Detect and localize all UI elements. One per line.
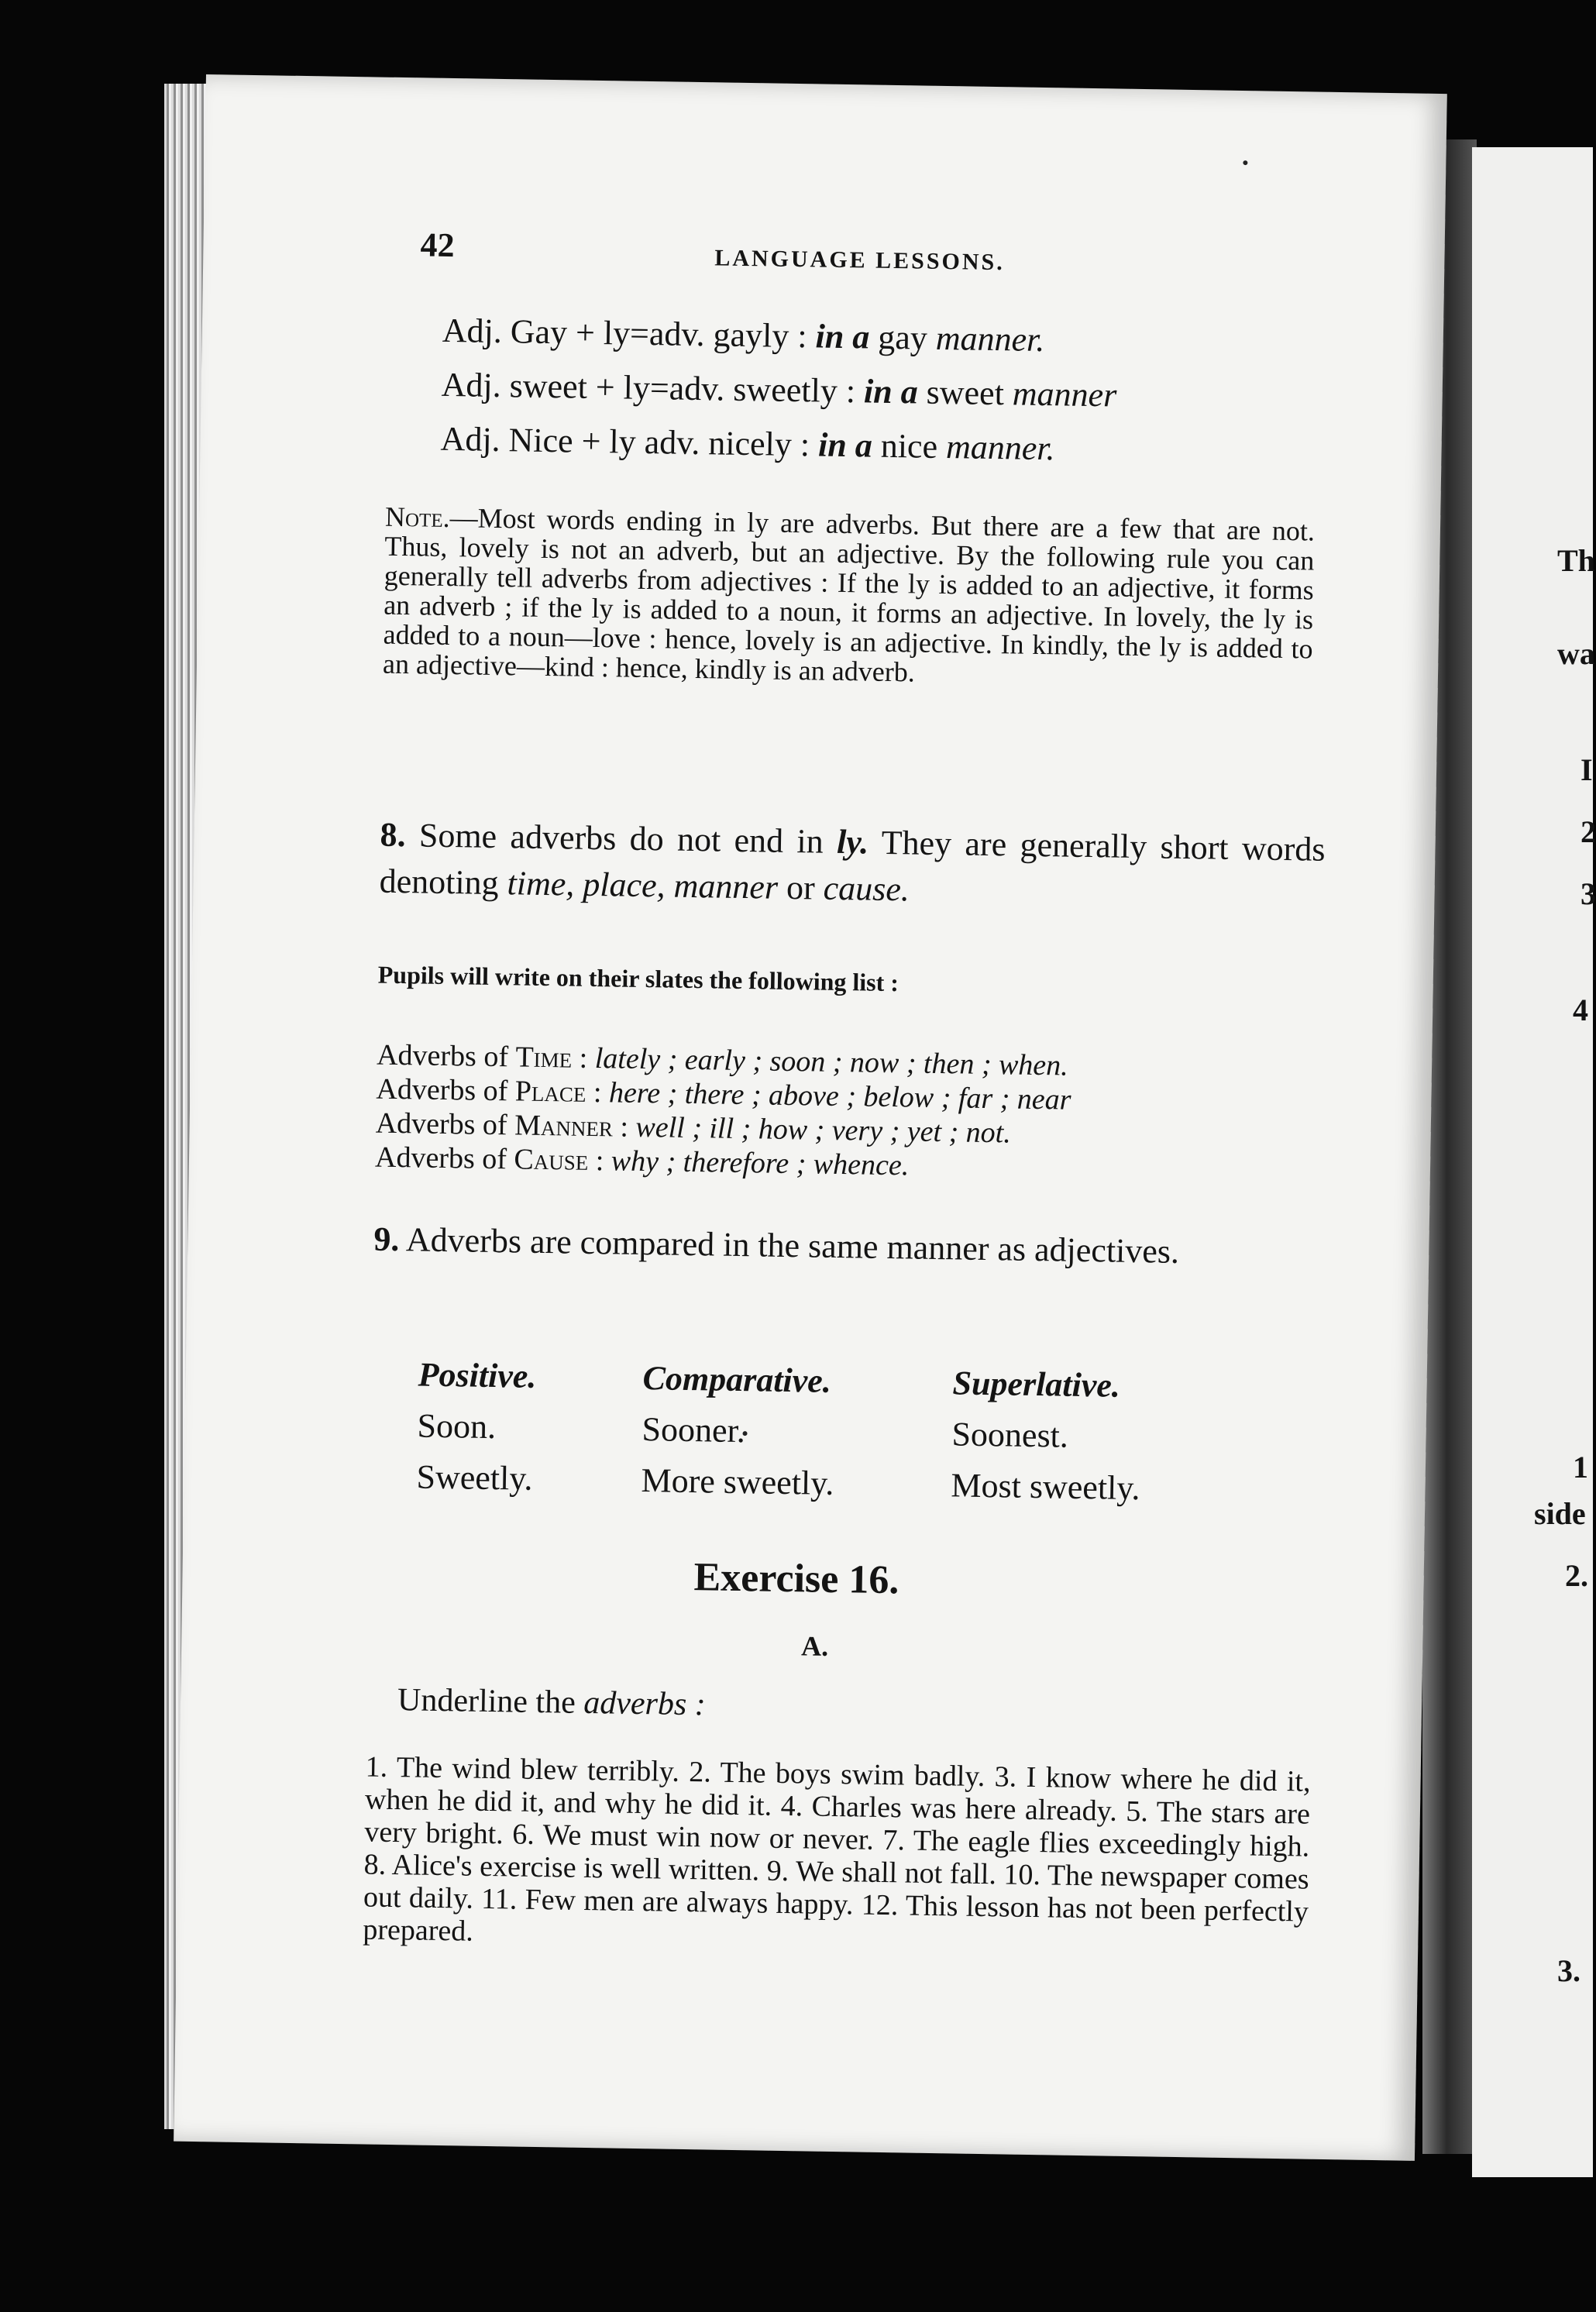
note-paragraph bbox=[383, 502, 1315, 693]
section-8-paragraph: 8. Some adverbs do not end in ly. They are generally short words denoting time, place, manner or cause. bbox=[379, 815, 1326, 909]
example-line: Adj. Nice + ly adv. nicely : in a nice manner. bbox=[440, 419, 1056, 468]
section-9-paragraph: 9. Adverbs are compared in the same manner as adjectives. bbox=[373, 1220, 1180, 1271]
dust-speck bbox=[1243, 160, 1247, 165]
exercise-instruction: Underline the adverbs : bbox=[397, 1682, 707, 1723]
example-line: Adj. sweet + ly=adv. sweetly : in a sweet manner bbox=[441, 365, 1117, 415]
exercise-title: Exercise 16. bbox=[693, 1555, 899, 1603]
page-number: 42 bbox=[420, 225, 455, 265]
exercise-section-label: A. bbox=[800, 1630, 829, 1662]
comparison-cell: More sweetly. bbox=[641, 1460, 834, 1502]
adverb-list-item: Adverbs of Time : lately ; early ; soon ; now ; then ; when. bbox=[376, 1038, 1069, 1082]
facing-fragment: 2. bbox=[1565, 1558, 1588, 1593]
running-title: LANGUAGE LESSONS. bbox=[714, 245, 1006, 276]
facing-fragment: side bbox=[1534, 1496, 1586, 1531]
facing-fragment: I bbox=[1581, 752, 1593, 787]
comparative-header: Comparative. bbox=[642, 1358, 832, 1400]
facing-fragment: 1 bbox=[1573, 1450, 1588, 1485]
comparison-cell: Soon. bbox=[417, 1406, 497, 1446]
facing-fragment: 3 bbox=[1581, 876, 1596, 911]
superlative-header: Superlative. bbox=[952, 1363, 1121, 1405]
adverb-list-item: Adverbs of Place : here ; there ; above ; below ; far ; near bbox=[376, 1072, 1071, 1116]
note-label: Note. bbox=[384, 501, 450, 534]
facing-fragment: 3. bbox=[1557, 1953, 1581, 1988]
adverb-list-item: Adverbs of Manner : well ; ill ; how ; very ; yet ; not. bbox=[375, 1106, 1012, 1150]
facing-fragment: 4 bbox=[1573, 993, 1588, 1027]
facing-fragment: 2 bbox=[1581, 814, 1596, 849]
exercise-sentences: 1. The wind blew terribly. 2. The boys swim badly. 3. I know where he did it, when he did it, and why he did it. 4. Charles was here already. 5. The stars are very bright. 6. We must win now or never. 7. The eagle flies exceedingly high. 8. Alice's exercise is well written. 9. We shall not fall. 10. The newspaper comes out daily. 11. Few men are always happy. 12. This lesson has not been perfectly prepared. bbox=[363, 1750, 1311, 1948]
slate-instruction: Pupils will write on their slates the following list : bbox=[377, 960, 899, 997]
note-text: —Most words ending in ly are adverbs. But there are a few that are not. Thus, lovely is not an adverb, but an adjective. By the following rule you can generally tell adverbs from adjectives : If the ly is added to an adjective, it forms an adverb ; if the ly is added to a noun, it forms an adjective. In lovely, the ly is added to a noun—love : hence, lovely is an adjective. In kindly, the ly is added to an adjective—kind : hence, kindly is an adverb. bbox=[382, 502, 1316, 688]
facing-fragment: Th bbox=[1557, 543, 1595, 578]
facing-page bbox=[1472, 147, 1596, 2177]
comparison-table bbox=[416, 1349, 1193, 1515]
comparison-cell: Sweetly. bbox=[416, 1457, 533, 1498]
book-page bbox=[174, 74, 1447, 2161]
positive-header: Positive. bbox=[418, 1355, 537, 1395]
comparison-cell: Sooner. bbox=[641, 1409, 746, 1450]
adverb-list-item: Adverbs of Cause : why ; therefore ; whence. bbox=[374, 1141, 910, 1182]
example-line: Adj. Gay + ly=adv. gayly : in a gay manner. bbox=[442, 311, 1045, 360]
comparison-cell: Most sweetly. bbox=[951, 1465, 1140, 1507]
facing-fragment: wa bbox=[1557, 636, 1595, 671]
comparison-cell: Soonest. bbox=[951, 1414, 1069, 1455]
